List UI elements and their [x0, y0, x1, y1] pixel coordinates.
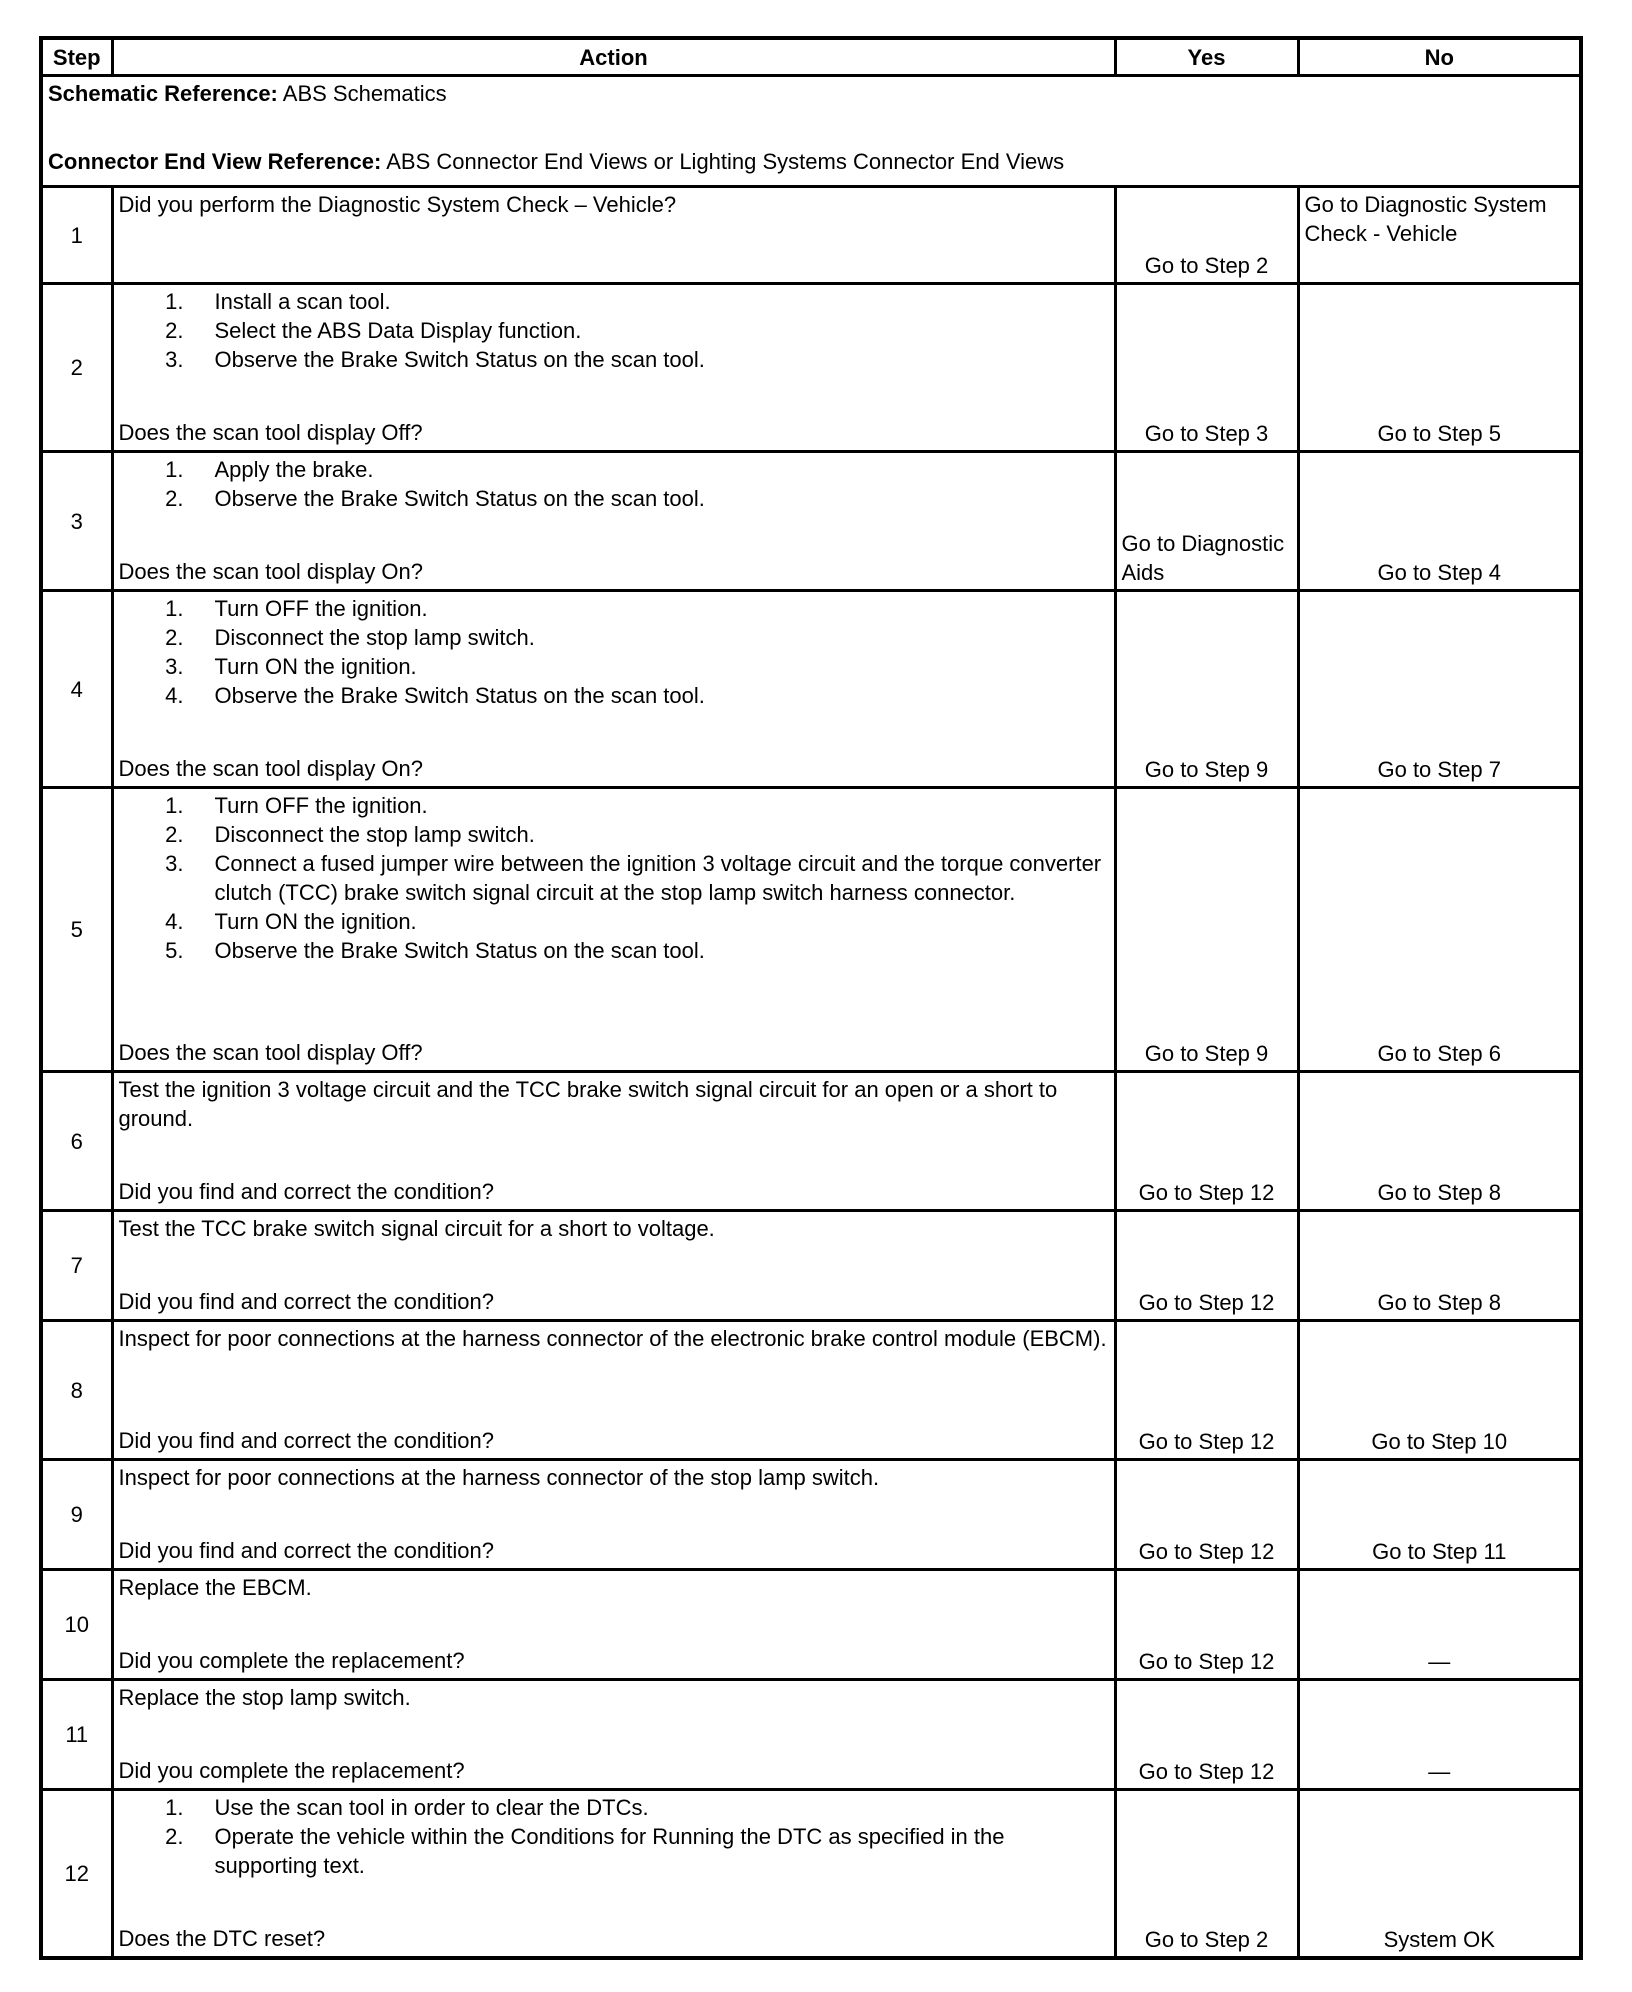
table-row — [41, 452, 1581, 591]
no-result: Go to Step 4 — [1298, 452, 1581, 591]
step-action — [112, 1790, 1115, 1958]
schematic-reference-value: ABS Schematics — [277, 81, 447, 106]
reference-row — [41, 76, 1581, 187]
action-question: Did you find and correct the condition? — [118, 1428, 494, 1453]
yes-result: Go to Step 2 — [1115, 187, 1298, 284]
action-body — [119, 1214, 1109, 1243]
action-content — [119, 1463, 1109, 1565]
action-question: Does the scan tool display On? — [118, 559, 424, 584]
no-result: Go to Step 8 — [1298, 1211, 1581, 1321]
step-number: 8 — [41, 1321, 112, 1460]
list-item — [119, 345, 1109, 374]
table-row — [41, 284, 1581, 452]
step-action — [112, 187, 1115, 284]
list-item-number: 1. — [165, 457, 184, 482]
step-number: 1 — [41, 187, 112, 284]
list-item-number: 1. — [165, 793, 184, 818]
list-item-number: 1. — [165, 289, 184, 314]
connector-reference-label: Connector End View Reference: — [48, 149, 382, 174]
schematic-reference-label: Schematic Reference: — [48, 81, 278, 106]
table-row — [41, 1680, 1581, 1790]
list-item-number: 3. — [165, 851, 184, 876]
step-action — [112, 452, 1115, 591]
yes-result: Go to Step 9 — [1115, 788, 1298, 1072]
list-item-number: 3. — [165, 347, 184, 372]
action-content — [119, 791, 1109, 1067]
list-item — [119, 287, 1109, 316]
step-action — [112, 591, 1115, 788]
list-item — [119, 594, 1109, 623]
list-item-number: 2. — [165, 822, 184, 847]
action-body — [119, 1793, 1109, 1880]
action-body — [119, 455, 1109, 513]
list-item-text: Turn OFF the ignition. — [214, 596, 428, 621]
list-item-text: Observe the Brake Switch Status on the scan tool. — [214, 683, 705, 708]
step-number: 10 — [41, 1570, 112, 1680]
step-number: 5 — [41, 788, 112, 1072]
yes-result: Go to Step 12 — [1115, 1680, 1298, 1790]
list-item — [119, 820, 1109, 849]
list-item-text: Apply the brake. — [214, 457, 374, 482]
table-row — [41, 1211, 1581, 1321]
reference-cell — [41, 76, 1581, 187]
yes-result: Go to Step 12 — [1115, 1211, 1298, 1321]
list-item-number: 4. — [165, 909, 184, 934]
action-question: Did you find and correct the condition? — [118, 1538, 494, 1563]
list-item-number: 1. — [165, 1795, 184, 1820]
table-row — [41, 1570, 1581, 1680]
step-action — [112, 1570, 1115, 1680]
table-row — [41, 788, 1581, 1072]
yes-result: Go to Step 12 — [1115, 1570, 1298, 1680]
action-content — [119, 1573, 1109, 1675]
header-step: Step — [41, 38, 112, 76]
list-item — [119, 652, 1109, 681]
action-question: Did you complete the replacement? — [118, 1648, 465, 1673]
header-yes: Yes — [1115, 38, 1298, 76]
step-number: 3 — [41, 452, 112, 591]
connector-reference — [48, 147, 1574, 176]
yes-result: Go to Step 12 — [1115, 1321, 1298, 1460]
table-row — [41, 1460, 1581, 1570]
step-number: 7 — [41, 1211, 112, 1321]
diagnostic-table — [39, 36, 1583, 1960]
step-action — [112, 788, 1115, 1072]
action-body — [119, 1324, 1109, 1353]
action-body — [119, 1463, 1109, 1492]
list-item — [119, 849, 1109, 907]
step-action — [112, 284, 1115, 452]
header-no: No — [1298, 38, 1581, 76]
connector-reference-value: ABS Connector End Views or Lighting Systems Connector End Views — [381, 149, 1065, 174]
no-result: Go to Step 8 — [1298, 1072, 1581, 1211]
action-instruction: Replace the EBCM. — [118, 1575, 312, 1600]
list-item-text: Disconnect the stop lamp switch. — [214, 822, 535, 847]
action-body — [119, 1683, 1109, 1712]
table-row — [41, 1072, 1581, 1211]
table-body — [41, 76, 1581, 1958]
action-content — [119, 1793, 1109, 1953]
step-number: 2 — [41, 284, 112, 452]
list-item — [119, 623, 1109, 652]
action-question: Does the scan tool display Off? — [118, 420, 423, 445]
action-body — [119, 287, 1109, 374]
yes-result: Go to Step 12 — [1115, 1460, 1298, 1570]
list-item-text: Observe the Brake Switch Status on the scan tool. — [214, 938, 705, 963]
list-item-number: 3. — [165, 654, 184, 679]
action-instruction: Inspect for poor connections at the harness connector of the electronic brake control module (EBCM). — [118, 1326, 1107, 1351]
step-action — [112, 1072, 1115, 1211]
no-result: Go to Step 7 — [1298, 591, 1581, 788]
list-item-text: Disconnect the stop lamp switch. — [214, 625, 535, 650]
action-list — [119, 455, 1109, 513]
action-instruction: Inspect for poor connections at the harness connector of the stop lamp switch. — [118, 1465, 880, 1490]
action-content — [119, 287, 1109, 447]
action-instruction: Replace the stop lamp switch. — [118, 1685, 411, 1710]
action-content — [119, 455, 1109, 586]
header-action: Action — [112, 38, 1115, 76]
action-body — [119, 1573, 1109, 1602]
no-result: Go to Diagnostic System Check - Vehicle — [1298, 187, 1581, 284]
action-question: Does the DTC reset? — [118, 1926, 326, 1951]
list-item-text: Operate the vehicle within the Conditions for Running the DTC as specified in the supporting text. — [214, 1824, 1005, 1878]
action-list — [119, 1793, 1109, 1880]
header-row — [41, 38, 1581, 76]
list-item-text: Observe the Brake Switch Status on the scan tool. — [214, 486, 705, 511]
list-item-text: Turn OFF the ignition. — [214, 793, 428, 818]
action-content — [119, 594, 1109, 783]
list-item-text: Install a scan tool. — [214, 289, 391, 314]
list-item-text: Observe the Brake Switch Status on the scan tool. — [214, 347, 705, 372]
step-action — [112, 1321, 1115, 1460]
table-header — [41, 38, 1581, 76]
action-instruction: Test the TCC brake switch signal circuit for a short to voltage. — [118, 1216, 715, 1241]
list-item-number: 5. — [165, 938, 184, 963]
action-body — [119, 190, 1109, 219]
list-item-number: 2. — [165, 486, 184, 511]
list-item-text: Select the ABS Data Display function. — [214, 318, 582, 343]
step-number: 11 — [41, 1680, 112, 1790]
action-question: Did you find and correct the condition? — [118, 1289, 494, 1314]
action-body — [119, 1075, 1109, 1133]
action-content — [119, 190, 1109, 279]
list-item — [119, 316, 1109, 345]
no-result: System OK — [1298, 1790, 1581, 1958]
yes-result: Go to Step 12 — [1115, 1072, 1298, 1211]
list-item-number: 1. — [165, 596, 184, 621]
list-item — [119, 907, 1109, 936]
step-number: 12 — [41, 1790, 112, 1958]
action-body — [119, 594, 1109, 710]
no-result: Go to Step 11 — [1298, 1460, 1581, 1570]
action-question: Did you complete the replacement? — [118, 1758, 465, 1783]
list-item — [119, 681, 1109, 710]
action-body — [119, 791, 1109, 965]
action-instruction: Did you perform the Diagnostic System Check – Vehicle? — [118, 192, 677, 217]
table-row — [41, 1321, 1581, 1460]
action-question: Did you find and correct the condition? — [118, 1179, 494, 1204]
list-item — [119, 1822, 1109, 1880]
list-item — [119, 791, 1109, 820]
schematic-reference — [48, 79, 1574, 108]
action-content — [119, 1214, 1109, 1316]
step-number: 6 — [41, 1072, 112, 1211]
list-item — [119, 936, 1109, 965]
list-item-text: Turn ON the ignition. — [214, 909, 417, 934]
action-content — [119, 1324, 1109, 1455]
no-result: — — [1298, 1680, 1581, 1790]
list-item-number: 4. — [165, 683, 184, 708]
action-content — [119, 1683, 1109, 1785]
list-item — [119, 455, 1109, 484]
action-instruction: Test the ignition 3 voltage circuit and the TCC brake switch signal circuit for an open or a short to ground. — [118, 1077, 1058, 1131]
list-item-number: 2. — [165, 318, 184, 343]
yes-result: Go to Step 2 — [1115, 1790, 1298, 1958]
action-content — [119, 1075, 1109, 1206]
no-result: Go to Step 10 — [1298, 1321, 1581, 1460]
action-list — [119, 287, 1109, 374]
list-item-text: Turn ON the ignition. — [214, 654, 417, 679]
table-row — [41, 1790, 1581, 1958]
no-result: Go to Step 6 — [1298, 788, 1581, 1072]
list-item-number: 2. — [165, 1824, 184, 1849]
step-action — [112, 1460, 1115, 1570]
no-result: Go to Step 5 — [1298, 284, 1581, 452]
action-list — [119, 791, 1109, 965]
yes-result: Go to Step 3 — [1115, 284, 1298, 452]
table-row — [41, 591, 1581, 788]
action-question: Does the scan tool display Off? — [118, 1040, 423, 1065]
action-question: Does the scan tool display On? — [118, 756, 424, 781]
list-item-text: Connect a fused jumper wire between the ignition 3 voltage circuit and the torque converter clutch (TCC) brake switch signal circuit at the stop lamp switch harness connector. — [214, 851, 1102, 905]
list-item-text: Use the scan tool in order to clear the DTCs. — [214, 1795, 649, 1820]
step-number: 4 — [41, 591, 112, 788]
step-action — [112, 1211, 1115, 1321]
no-result: — — [1298, 1570, 1581, 1680]
yes-result: Go to Diagnostic Aids — [1115, 452, 1298, 591]
action-list — [119, 594, 1109, 710]
list-item — [119, 484, 1109, 513]
yes-result: Go to Step 9 — [1115, 591, 1298, 788]
list-item — [119, 1793, 1109, 1822]
step-action — [112, 1680, 1115, 1790]
table-row — [41, 187, 1581, 284]
list-item-number: 2. — [165, 625, 184, 650]
step-number: 9 — [41, 1460, 112, 1570]
